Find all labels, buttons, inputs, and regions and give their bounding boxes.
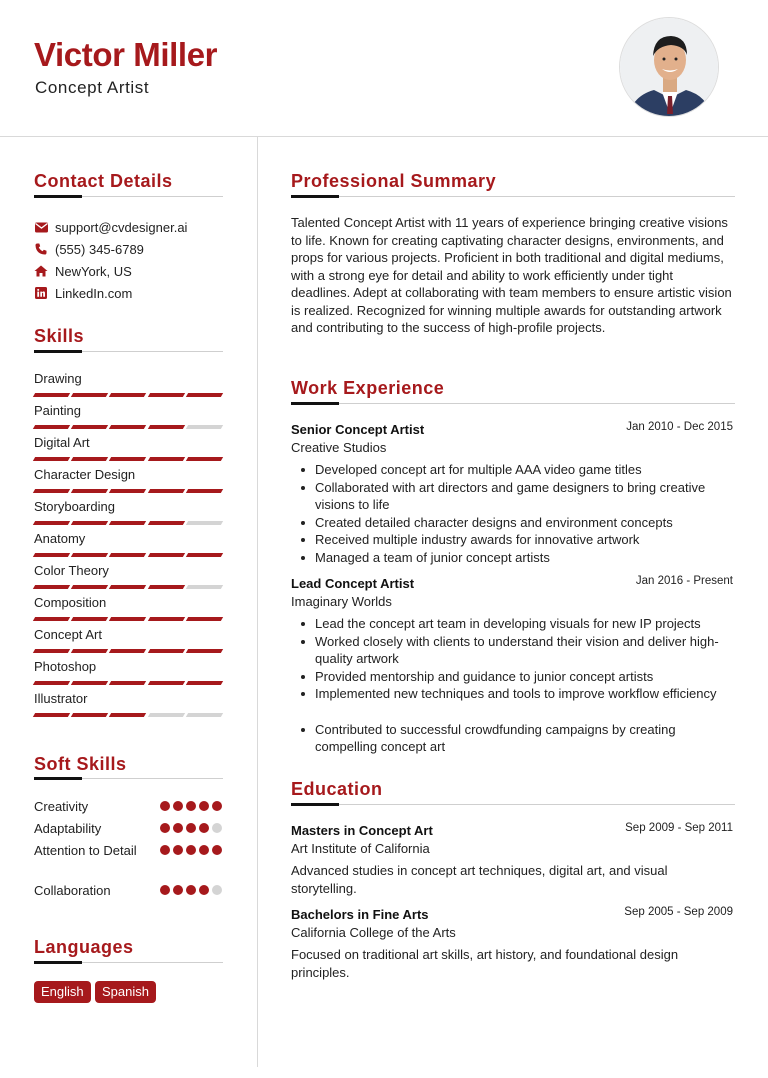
skill-level-bar	[34, 681, 222, 685]
skill-level-segment	[33, 713, 71, 717]
skill-label: Concept Art	[34, 627, 102, 642]
rating-dot	[199, 845, 209, 855]
skill-level-segment	[71, 649, 109, 653]
skill-item	[34, 403, 222, 429]
soft-skill-label: Creativity	[34, 799, 89, 814]
summary-heading-rule	[291, 196, 735, 197]
skill-label: Illustrator	[34, 691, 88, 706]
language-badge-english: English	[34, 981, 91, 1003]
phone-icon	[34, 242, 48, 256]
contact-location-text: NewYork, US	[55, 263, 132, 279]
contact-heading: Contact Details	[34, 171, 173, 191]
column-divider	[257, 137, 258, 1067]
skill-level-bar	[34, 457, 222, 461]
skill-level-segment	[147, 393, 185, 397]
skills-heading-rule	[34, 351, 223, 352]
job-dates: Jan 2016 - Present	[635, 575, 733, 587]
rating-dot	[160, 801, 170, 811]
contact-email[interactable]	[34, 218, 187, 236]
degree-description: Focused on traditional art skills, art history, and foundational design principles.	[291, 947, 679, 980]
skill-level-segment	[33, 649, 71, 653]
experience-heading: Work Experience	[291, 378, 445, 398]
skill-level-segment	[186, 585, 224, 589]
skill-label: Color Theory	[34, 563, 109, 578]
skill-level-segment	[186, 489, 224, 493]
profile-photo	[619, 17, 719, 117]
skill-level-bar	[34, 649, 222, 653]
rating-dot	[186, 845, 196, 855]
job-dates: Jan 2010 - Dec 2015	[626, 421, 733, 433]
soft-skills-heading: Soft Skills	[34, 754, 127, 774]
skill-level-bar	[34, 585, 222, 589]
skills-heading: Skills	[34, 326, 85, 346]
home-icon	[34, 264, 48, 278]
skill-item	[34, 435, 222, 461]
skill-level-segment	[33, 617, 71, 621]
skill-item	[34, 595, 222, 621]
job-bullets	[315, 615, 735, 756]
skill-level-segment	[33, 489, 71, 493]
skill-level-segment	[71, 521, 109, 525]
job-bullet: Implemented new techniques and tools to improve workflow efficiency	[315, 685, 735, 703]
degree-dates: Sep 2005 - Sep 2009	[624, 906, 733, 918]
skill-item	[34, 371, 222, 397]
soft-skill-rating	[160, 845, 222, 855]
soft-skill-rating	[160, 823, 222, 833]
skill-level-segment	[71, 553, 109, 557]
rating-dot	[199, 885, 209, 895]
skill-label: Painting	[34, 403, 81, 418]
linkedin-icon	[34, 286, 48, 300]
candidate-title: Concept Artist	[35, 78, 150, 97]
skill-level-segment	[186, 521, 224, 525]
skill-level-segment	[33, 393, 71, 397]
skill-level-bar	[34, 425, 222, 429]
candidate-name: Victor Miller	[34, 36, 218, 73]
skill-item	[34, 531, 222, 557]
contact-location	[34, 262, 132, 280]
job-bullet: Provided mentorship and guidance to junior concept artists	[315, 668, 735, 686]
skill-level-segment	[147, 457, 185, 461]
skill-level-segment	[109, 425, 147, 429]
skill-level-segment	[33, 425, 71, 429]
rating-dot	[160, 845, 170, 855]
skill-level-segment	[109, 553, 147, 557]
profile-photo-image	[620, 18, 719, 117]
skill-item	[34, 691, 222, 717]
soft-skill-label: Attention to Detail	[34, 843, 137, 858]
job-bullet: Received multiple industry awards for innovative artwork	[315, 531, 735, 549]
job-bullets	[315, 461, 735, 566]
skill-level-bar	[34, 393, 222, 397]
rating-dot	[173, 885, 183, 895]
skill-level-segment	[71, 393, 109, 397]
skill-level-segment	[109, 617, 147, 621]
school-name: Art Institute of California	[291, 841, 430, 856]
skill-level-segment	[147, 553, 185, 557]
job-bullet: Developed concept art for multiple AAA video game titles	[315, 461, 735, 479]
skill-label: Digital Art	[34, 435, 90, 450]
rating-dot	[173, 801, 183, 811]
skill-level-segment	[71, 681, 109, 685]
rating-dot	[160, 885, 170, 895]
rating-dot	[212, 845, 222, 855]
skill-label: Character Design	[34, 467, 136, 482]
skill-item	[34, 563, 222, 589]
summary-heading: Professional Summary	[291, 171, 497, 191]
soft-skill-item	[34, 798, 222, 816]
job-title: Lead Concept Artist	[291, 576, 415, 591]
skill-level-segment	[71, 425, 109, 429]
skill-item	[34, 499, 222, 525]
job-company: Creative Studios	[291, 440, 387, 455]
skill-level-segment	[186, 457, 224, 461]
rating-dot	[186, 885, 196, 895]
email-icon	[34, 220, 48, 234]
skill-level-bar	[34, 617, 222, 621]
skill-level-segment	[33, 457, 71, 461]
skill-level-segment	[109, 585, 147, 589]
school-name: California College of the Arts	[291, 925, 456, 940]
skill-label: Anatomy	[34, 531, 86, 546]
skill-level-segment	[109, 393, 147, 397]
skill-level-segment	[186, 649, 224, 653]
soft-skill-rating	[160, 801, 222, 811]
rating-dot	[199, 801, 209, 811]
rating-dot	[173, 823, 183, 833]
soft-skill-label: Adaptability	[34, 821, 102, 836]
skill-label: Drawing	[34, 371, 82, 386]
skill-level-segment	[109, 457, 147, 461]
rating-dot	[160, 823, 170, 833]
skill-level-segment	[186, 681, 224, 685]
skill-level-bar	[34, 489, 222, 493]
language-badge-spanish: Spanish	[95, 981, 156, 1003]
skill-item	[34, 467, 222, 493]
skill-level-segment	[147, 681, 185, 685]
skill-level-segment	[33, 585, 71, 589]
soft-skill-item	[34, 842, 222, 860]
skill-item	[34, 627, 222, 653]
skill-level-segment	[33, 521, 71, 525]
skill-level-segment	[109, 489, 147, 493]
skill-level-segment	[147, 617, 185, 621]
skill-level-segment	[186, 425, 224, 429]
job-bullet: Lead the concept art team in developing visuals for new IP projects	[315, 615, 735, 633]
job-company: Imaginary Worlds	[291, 594, 392, 609]
contact-linkedin[interactable]	[34, 284, 132, 302]
rating-dot	[212, 823, 222, 833]
skill-level-segment	[147, 585, 185, 589]
degree-title: Masters in Concept Art	[291, 823, 433, 838]
contact-linkedin-text: LinkedIn.com	[55, 285, 133, 301]
skill-level-segment	[33, 681, 71, 685]
skill-level-segment	[186, 713, 224, 717]
soft-skill-rating	[160, 885, 222, 895]
rating-dot	[212, 801, 222, 811]
degree-description: Advanced studies in concept art techniques, digital art, and visual storytelling.	[291, 863, 668, 896]
experience-heading-rule	[291, 403, 735, 404]
skill-level-segment	[71, 457, 109, 461]
languages-heading-rule	[34, 962, 223, 963]
contact-email-text: support@cvdesigner.ai	[55, 219, 188, 235]
skill-level-segment	[71, 713, 109, 717]
soft-skill-item	[34, 820, 222, 838]
skill-level-segment	[71, 489, 109, 493]
skill-level-segment	[33, 553, 71, 557]
skill-level-bar	[34, 521, 222, 525]
skill-level-segment	[186, 617, 224, 621]
skill-level-segment	[147, 521, 185, 525]
skill-level-bar	[34, 713, 222, 717]
skill-label: Composition	[34, 595, 107, 610]
skill-level-segment	[147, 713, 185, 717]
skill-level-segment	[109, 521, 147, 525]
job-bullet: Worked closely with clients to understand their vision and deliver high-quality artwork	[315, 633, 735, 668]
rating-dot	[173, 845, 183, 855]
degree-dates: Sep 2009 - Sep 2011	[625, 822, 733, 834]
skill-level-segment	[186, 553, 224, 557]
job-bullet: Managed a team of junior concept artists	[315, 549, 735, 567]
soft-skill-label: Collaboration	[34, 883, 111, 898]
job-bullet: Contributed to successful crowdfunding campaigns by creating compelling concept art	[315, 721, 735, 756]
job-bullet: Created detailed character designs and environment concepts	[315, 514, 735, 532]
soft-skill-item	[34, 882, 222, 900]
skill-level-segment	[109, 713, 147, 717]
skill-label: Photoshop	[34, 659, 97, 674]
skill-item	[34, 659, 222, 685]
rating-dot	[212, 885, 222, 895]
skill-label: Storyboarding	[34, 499, 115, 514]
education-heading: Education	[291, 779, 383, 799]
job-title: Senior Concept Artist	[291, 422, 425, 437]
skill-level-segment	[109, 649, 147, 653]
skill-level-segment	[71, 585, 109, 589]
skill-level-segment	[147, 489, 185, 493]
summary-text: Talented Concept Artist with 11 years of experience bringing creative visions to life. Known for creating captivating character designs, environments, and props for various projects. Proficient in both traditional and digital mediums, with a strong eye for detail and ability to work efficiently under tight deadlines. Adept at collaborating with team members to ensure artistic vision is realized. Recognized for winning multiple awards for outstanding artwork and contributing to the success of high-profile projects.	[291, 215, 732, 335]
skill-level-bar	[34, 553, 222, 557]
resume-header	[0, 0, 768, 137]
job-bullet: Collaborated with art directors and game designers to bring creative visions to life	[315, 479, 735, 514]
education-heading-rule	[291, 804, 735, 805]
skill-level-segment	[71, 617, 109, 621]
rating-dot	[186, 823, 196, 833]
languages-heading: Languages	[34, 937, 134, 957]
rating-dot	[186, 801, 196, 811]
skill-level-segment	[147, 649, 185, 653]
rating-dot	[199, 823, 209, 833]
degree-title: Bachelors in Fine Arts	[291, 907, 429, 922]
contact-phone-text: (555) 345-6789	[55, 241, 144, 257]
skill-level-segment	[147, 425, 185, 429]
skill-level-segment	[186, 393, 224, 397]
contact-phone[interactable]	[34, 240, 144, 258]
contact-heading-rule	[34, 196, 223, 197]
soft-skills-heading-rule	[34, 778, 223, 779]
skill-level-segment	[109, 681, 147, 685]
